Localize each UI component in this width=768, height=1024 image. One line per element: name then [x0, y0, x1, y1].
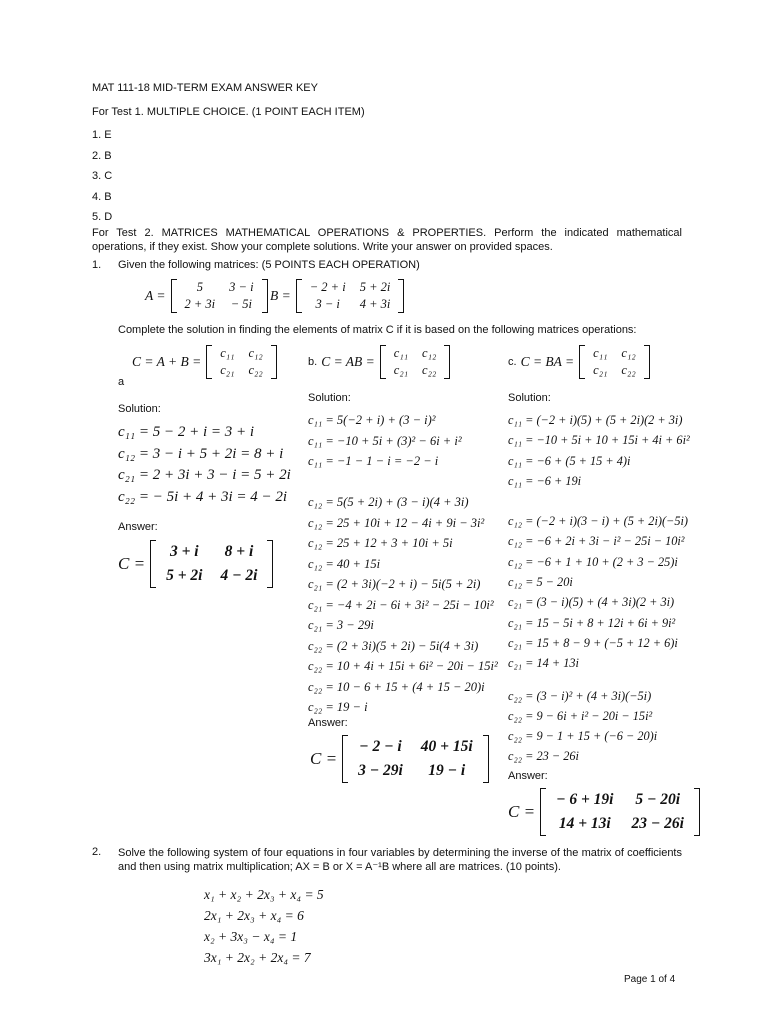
- matrix-cell: − 2 − i: [359, 738, 402, 755]
- solution-line: c₁₂ = (−2 + i)(3 − i) + (5 + 2i)(−5i): [508, 514, 689, 529]
- solution-line: [508, 674, 690, 686]
- solution-line: c₁₁ = 5(−2 + i) + (3 − i)²: [308, 413, 436, 427]
- solution-line: c₁₂ = 5 − 20i: [508, 575, 573, 590]
- matrix-cell: 2 + 3i: [184, 297, 216, 311]
- answer-a-equation: [118, 540, 274, 588]
- matrix-cell: 19 − i: [428, 762, 466, 779]
- answer-c-matrix: [539, 788, 701, 836]
- test1-answer-list: [92, 125, 112, 228]
- solution-line: c₂₁ = (2 + 3i)(−2 + i) − 5i(5 + 2i): [308, 577, 481, 591]
- question1-text: Given the following matrices: (5 POINTS EACH OPERATION): [118, 259, 420, 271]
- matrix-cell: 3 − i: [315, 297, 340, 311]
- answer-b-equation: [310, 735, 490, 783]
- question1-number: 1.: [92, 259, 102, 271]
- matrix-cell: c₁₁: [593, 346, 608, 360]
- solution-line: c₂₂ = (3 − i)² + (4 + 3i)(−5i): [508, 688, 652, 703]
- answer-c-equation: [508, 788, 701, 836]
- matrix-c-entries: [379, 345, 452, 379]
- matrix-cell: 40 + 15i: [420, 738, 473, 755]
- matrix-cell: c₂₂: [422, 363, 437, 377]
- matrix-b: [295, 279, 406, 313]
- matrix-cell: c₁₂: [248, 346, 263, 360]
- matrix-c-entries: [205, 345, 278, 379]
- solution-line: [308, 472, 498, 493]
- solution-b-lines: [308, 410, 498, 718]
- solution-a-label: Solution:: [118, 403, 161, 415]
- solution-line: c₁₂ = −6 + 1 + 10 + (2 + 3 − 25)i: [508, 554, 678, 569]
- solution-line: c₂₂ = − 5i + 4 + 3i = 4 − 2i: [118, 488, 288, 505]
- matrix-cell: c₂₂: [621, 363, 636, 377]
- test1-answer-item: 1. E: [92, 129, 112, 141]
- solution-line: c₂₁ = (3 − i)(5) + (4 + 3i)(2 + 3i): [508, 595, 675, 610]
- solution-line: c₂₂ = 23 − 26i: [508, 749, 579, 764]
- matrix-cell: 23 − 26i: [631, 815, 684, 832]
- solution-line: c₁₂ = 25 + 10i + 12 − 4i + 9i − 3i²: [308, 515, 485, 530]
- document-title: MAT 111-18 MID-TERM EXAM ANSWER KEY: [92, 82, 318, 94]
- matrix-cell: − 5i: [230, 297, 253, 311]
- matrix-cell: 5 + 2i: [359, 280, 391, 294]
- matrix-cell: c₁₁: [393, 346, 409, 360]
- matrix-b-label: B =: [270, 288, 291, 303]
- solution-line: c₂₂ = (2 + 3i)(5 + 2i) − 5i(4 + 3i): [308, 638, 479, 653]
- solution-line: c₂₁ = 15 + 8 − 9 + (−5 + 12 + 6)i: [508, 635, 678, 650]
- operation-c-equation: [508, 345, 651, 379]
- matrix-cell: 3 − 29i: [358, 762, 403, 779]
- solution-line: [508, 491, 690, 511]
- question2-number: 2.: [92, 846, 102, 858]
- answer-b-lhs: C =: [310, 749, 338, 768]
- matrix-cell: c₂₁: [393, 363, 409, 377]
- matrix-cell: c₂₁: [593, 363, 608, 377]
- operation-a-label: C = A + B =: [132, 354, 202, 369]
- equation-line: 2x₁ + 2x₃ + x₄ = 6: [204, 908, 304, 923]
- test2-heading: For Test 2. MATRICES MATHEMATICAL OPERATIONS & PROPERTIES. Perform the indicated mathematical operations, if they exist. Show your complete solutions. Write your answer on provided spaces.: [92, 227, 682, 253]
- matrix-a: [170, 279, 269, 313]
- matrix-cell: − 2 + i: [309, 280, 346, 294]
- test1-answer-item: 4. B: [92, 190, 112, 203]
- solution-line: c₁₁ = −6 + 19i: [508, 473, 582, 488]
- solution-line: c₂₂ = 10 − 6 + 15 + (4 + 15 − 20)i: [308, 679, 485, 694]
- test1-heading: For Test 1. MULTIPLE CHOICE. (1 POINT EACH ITEM): [92, 106, 365, 118]
- matrix-cell: c₂₂: [248, 363, 263, 377]
- solution-line: c₂₁ = 3 − 29i: [308, 618, 374, 632]
- equation-system: [204, 884, 324, 968]
- solution-b-label: Solution:: [308, 392, 351, 404]
- question2-text: Solve the following system of four equations in four variables by determining the inverse of the matrix of coefficients and then using matrix multiplication; AX = B or X = A⁻¹B where all are matrices. (10 points).: [118, 847, 682, 873]
- matrix-cell: 5: [196, 280, 203, 294]
- solution-line: c₁₁ = (−2 + i)(5) + (5 + 2i)(2 + 3i): [508, 413, 683, 427]
- operation-a-letter: a: [118, 376, 125, 388]
- instruction-text: Complete the solution in finding the elements of matrix C if it is based on the following matrices operations:: [118, 324, 637, 336]
- solution-line: c₁₂ = 5(5 + 2i) + (3 − i)(4 + 3i): [308, 495, 469, 509]
- test1-answer-item: 5. D: [92, 211, 113, 223]
- equation-line: x₁ + x₂ + 2x₃ + x₄ = 5: [204, 887, 324, 902]
- answer-c-lhs: C =: [508, 802, 536, 821]
- answer-b-matrix: [341, 735, 490, 783]
- operation-b-label: C = AB =: [321, 354, 375, 369]
- solution-line: c₁₂ = 3 − i + 5 + 2i = 8 + i: [118, 445, 284, 462]
- solution-c-label: Solution:: [508, 392, 551, 404]
- solution-line: c₁₂ = 25 + 12 + 3 + 10i + 5i: [308, 536, 453, 550]
- matrix-cell: c₂₁: [220, 363, 235, 377]
- operation-c-label: C = BA =: [520, 354, 575, 369]
- solution-a-lines: [118, 422, 291, 508]
- matrix-cell: 5 − 20i: [635, 791, 681, 808]
- solution-c-lines: [508, 410, 690, 767]
- solution-line: c₂₁ = 14 + 13i: [508, 656, 579, 671]
- solution-line: c₁₂ = 40 + 15i: [308, 556, 381, 571]
- solution-line: c₁₁ = −6 + (5 + 15 + 4)i: [508, 453, 631, 468]
- equation-line: x₂ + 3x₃ − x₄ = 1: [204, 929, 298, 944]
- answer-a-label: Answer:: [118, 521, 158, 533]
- solution-line: c₂₂ = 9 − 6i + i² − 20i − 15i²: [508, 708, 653, 723]
- matrix-cell: c₁₁: [220, 346, 235, 360]
- matrix-cell: c₁₂: [621, 346, 636, 360]
- solution-line: c₁₂ = −6 + 2i + 3i − i² − 25i − 10i²: [508, 534, 685, 549]
- operation-c-letter: c.: [508, 356, 517, 368]
- page-number: Page 1 of 4: [624, 974, 676, 985]
- matrix-cell: 8 + i: [224, 543, 254, 560]
- matrix-cell: − 6 + 19i: [556, 791, 614, 808]
- matrix-cell: 4 − 2i: [220, 567, 258, 584]
- matrix-cell: 5 + 2i: [166, 567, 203, 584]
- solution-line: c₁₁ = −10 + 5i + 10 + 15i + 4i + 6i²: [508, 433, 690, 448]
- matrix-a-definition: [145, 279, 269, 313]
- matrix-a-label: A =: [145, 288, 166, 303]
- solution-line: c₂₂ = 9 − 1 + 15 + (−6 − 20)i: [508, 729, 658, 744]
- solution-line: c₁₁ = −10 + 5i + (3)² − 6i + i²: [308, 433, 462, 448]
- solution-line: c₂₂ = 10 + 4i + 15i + 6i² − 20i − 15i²: [308, 659, 498, 673]
- solution-line: c₂₂ = 19 − i: [308, 700, 368, 714]
- solution-line: c₂₁ = 2 + 3i + 3 − i = 5 + 2i: [118, 467, 291, 483]
- test1-answer-item: 3. C: [92, 170, 113, 182]
- answer-a-lhs: C =: [118, 554, 146, 573]
- answer-c-label: Answer:: [508, 770, 548, 782]
- operation-a-equation: [132, 345, 278, 379]
- answer-a-matrix: [149, 540, 274, 588]
- matrix-cell: 3 + i: [169, 543, 199, 560]
- operation-b-letter: b.: [308, 356, 318, 368]
- answer-b-label: Answer:: [308, 717, 348, 729]
- solution-line: c₁₁ = 5 − 2 + i = 3 + i: [118, 424, 255, 440]
- test1-answer-item: 2. B: [92, 149, 112, 162]
- matrix-cell: 3 − i: [229, 280, 254, 294]
- solution-line: c₁₁ = −1 − 1 − i = −2 − i: [308, 454, 439, 468]
- matrix-b-definition: [270, 279, 405, 313]
- matrix-c-entries: [578, 345, 651, 379]
- equation-line: 3x₁ + 2x₂ + 2x₄ = 7: [204, 950, 311, 965]
- solution-line: c₂₁ = −4 + 2i − 6i + 3i² − 25i − 10i²: [308, 597, 494, 612]
- matrix-cell: 14 + 13i: [558, 815, 611, 832]
- matrix-cell: c₁₂: [422, 346, 437, 360]
- matrix-cell: 4 + 3i: [359, 297, 391, 311]
- operation-b-equation: [308, 345, 451, 379]
- solution-line: c₂₁ = 15 − 5i + 8 + 12i + 6i + 9i²: [508, 615, 676, 630]
